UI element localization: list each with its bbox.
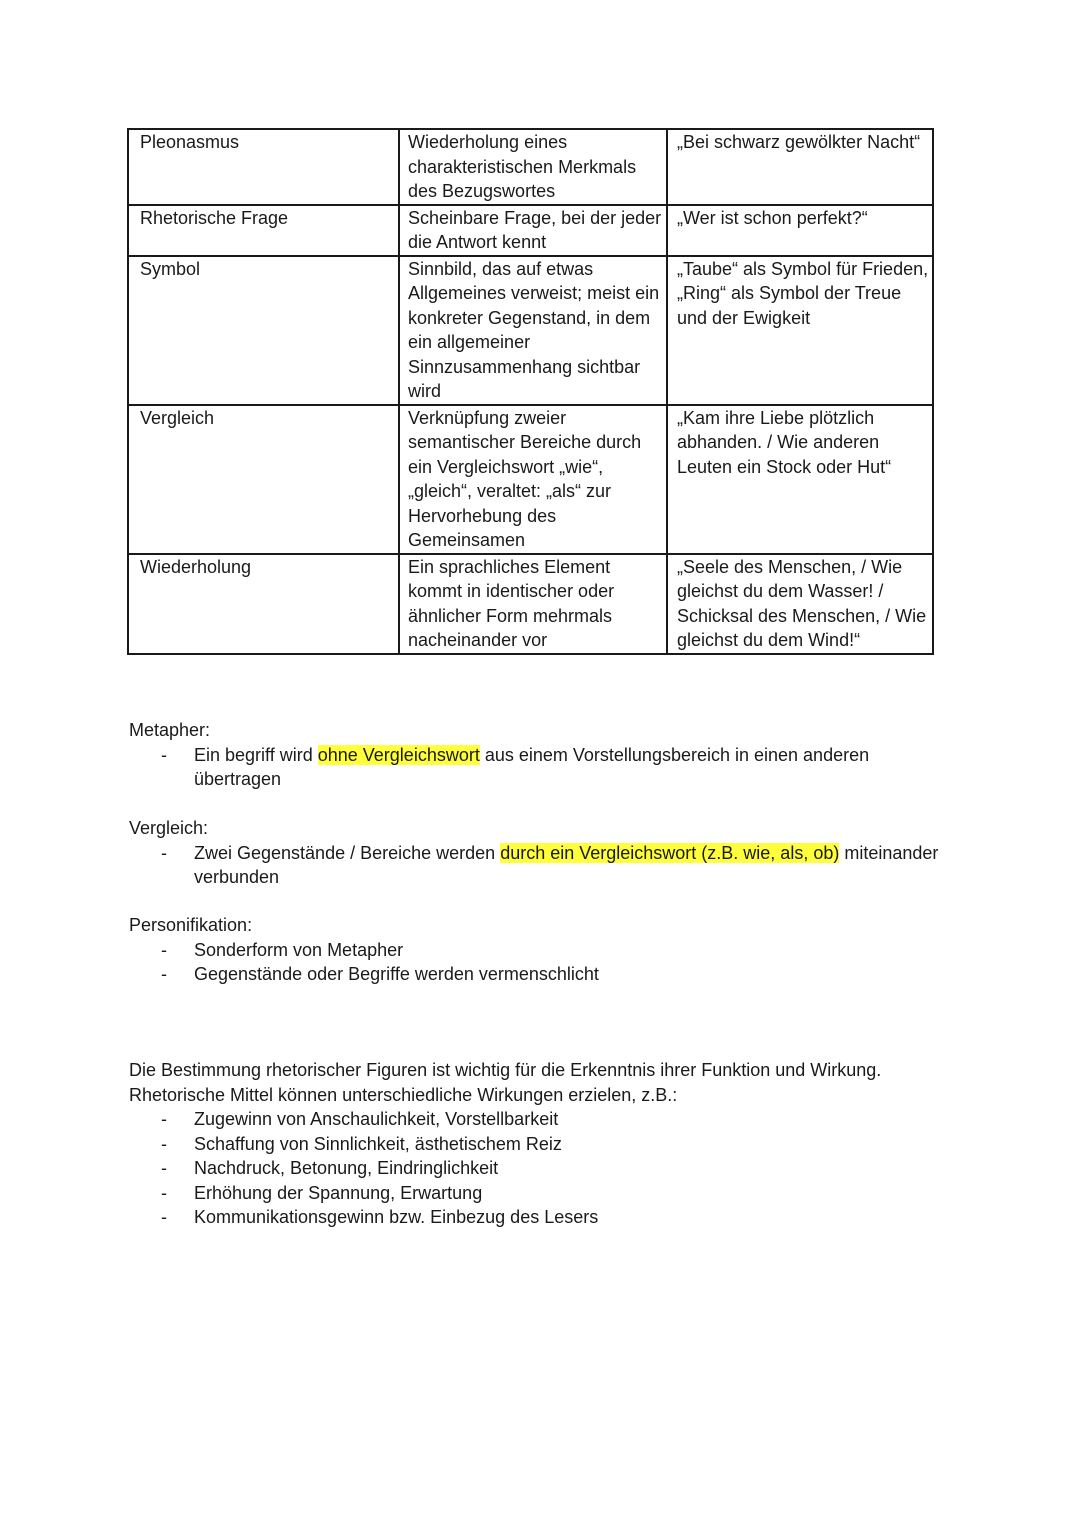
- definition-cell: Sinnbild, das auf etwas Allgemeines verweist; meist ein konkreter Gegenstand, in dem ein allgemeiner Sinnzusammenhang sichtbar wird: [399, 256, 667, 405]
- list-item: - Kommunikationsgewinn bzw. Einbezug des Lesers: [129, 1205, 1029, 1230]
- definition-cell: Ein sprachliches Element kommt in identischer oder ähnlicher Form mehrmals nacheinander vor: [399, 554, 667, 654]
- term-cell: Rhetorische Frage: [128, 205, 399, 256]
- list-item: - Ein begriff wird ohne Vergleichswort aus einem Vorstellungsbereich in einen anderen übertragen: [129, 743, 894, 792]
- list-item: - Zugewinn von Anschaulichkeit, Vorstellbarkeit: [129, 1107, 1029, 1132]
- wirkung-intro: Rhetorische Mittel können unterschiedliche Wirkungen erzielen, z.B.:: [129, 1084, 678, 1105]
- list-item: - Nachdruck, Betonung, Eindringlichkeit: [129, 1156, 1029, 1181]
- vergleich-section: [129, 816, 1029, 890]
- list-item: - Schaffung von Sinnlichkeit, ästhetischem Reiz: [129, 1132, 1029, 1157]
- example-cell: „Seele des Menschen, / Wie gleichst du dem Wasser! / Schicksal des Menschen, / Wie gleichst du dem Wind!“: [667, 554, 933, 654]
- personifikation-section: [129, 913, 1029, 987]
- example-cell: „Taube“ als Symbol für Frieden, „Ring“ als Symbol der Treue und der Ewigkeit: [667, 256, 933, 405]
- highlighted-text: durch ein Vergleichswort (z.B. wie, als, ob): [500, 842, 840, 863]
- table-row: [128, 256, 933, 405]
- list-item: - Gegenstände oder Begriffe werden vermenschlicht: [129, 962, 1029, 987]
- example-cell: „Wer ist schon perfekt?“: [667, 205, 933, 256]
- table-row: [128, 205, 933, 256]
- table-row: [128, 129, 933, 205]
- list-item: - Sonderform von Metapher: [129, 938, 1029, 963]
- term-cell: Pleonasmus: [128, 129, 399, 205]
- list-item: - Erhöhung der Spannung, Erwartung: [129, 1181, 1029, 1206]
- definition-cell: Verknüpfung zweier semantischer Bereiche durch ein Vergleichswort „wie“, „gleich“, veraltet: „als“ zur Hervorhebung des Gemeinsamen: [399, 405, 667, 554]
- term-cell: Wiederholung: [128, 554, 399, 654]
- definition-cell: Wiederholung eines charakteristischen Merkmals des Bezugswortes: [399, 129, 667, 205]
- term-cell: Symbol: [128, 256, 399, 405]
- list-item: - Zwei Gegenstände / Bereiche werden durch ein Vergleichswort (z.B. wie, als, ob) miteinander verbunden: [129, 841, 974, 890]
- metapher-heading: Metapher:: [129, 720, 211, 740]
- wirkung-intro: Die Bestimmung rhetorischer Figuren ist wichtig für die Erkenntnis ihrer Funktion und Wirkung.: [129, 1060, 882, 1080]
- rhetorical-figures-table: [127, 128, 934, 655]
- example-cell: „Kam ihre Liebe plötzlich abhanden. / Wie anderen Leuten ein Stock oder Hut“: [667, 405, 933, 554]
- wirkung-section: [129, 1058, 1029, 1230]
- definition-cell: Scheinbare Frage, bei der jeder die Antwort kennt: [399, 205, 667, 256]
- vergleich-heading: Vergleich:: [129, 818, 209, 838]
- metapher-section: [129, 718, 1029, 792]
- term-cell: Vergleich: [128, 405, 399, 554]
- table-row: [128, 554, 933, 654]
- highlighted-text: ohne Vergleichswort: [317, 744, 480, 765]
- example-cell: „Bei schwarz gewölkter Nacht“: [667, 129, 933, 205]
- personifikation-heading: Personifikation:: [129, 915, 253, 935]
- table-row: [128, 405, 933, 554]
